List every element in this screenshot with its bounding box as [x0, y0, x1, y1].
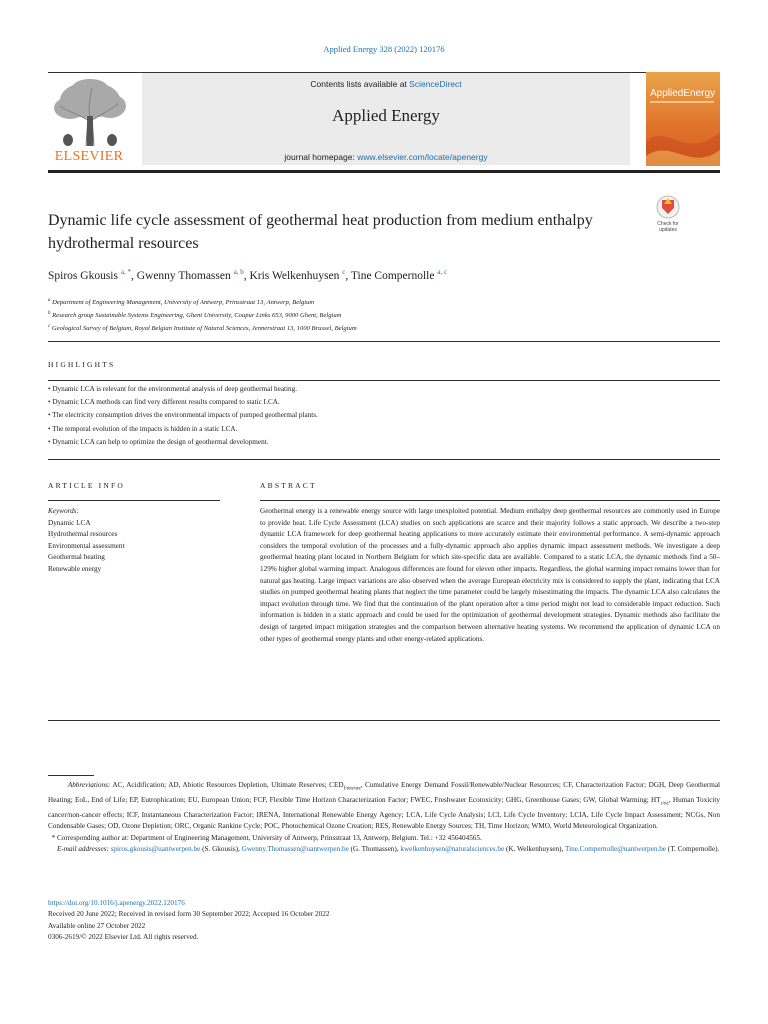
author-marks[interactable]: a, b: [233, 268, 244, 276]
keyword: Environmental assessment: [48, 541, 125, 550]
article-info-heading: ARTICLE INFO: [48, 481, 125, 490]
abbreviations-text: , Cumulative Energy Demand Fossil/Renewable/Nuclear Resources; CF, Characterization Factor; DGH, Deep Geothermal Heating; EoL, End of Life; EP, Eutrophication; EU, European Union; FCF, Flexible Time Horizon Characterization Factor; FWEC, Freshwater Ecotoxicity; GHG, Greenhouse Gases; GW, Global Warming; HT: [48, 781, 721, 804]
copyright: 0306-2619/© 2022 Elsevier Ltd. All rights reserved.: [48, 932, 199, 941]
journal-cover-image[interactable]: [646, 72, 720, 166]
cover-artwork: [646, 112, 720, 166]
cover-subtitle-bar: [650, 101, 714, 103]
highlights-rule: [48, 380, 720, 381]
author-marks[interactable]: c: [342, 268, 346, 276]
homepage-link[interactable]: www.elsevier.com/locate/apenergy: [357, 152, 488, 162]
abstract-rule: [260, 500, 720, 501]
author[interactable]: [249, 270, 350, 282]
header-thick-rule: [48, 170, 720, 173]
affiliations: [48, 295, 357, 335]
author[interactable]: [351, 270, 447, 282]
keyword: Geothermal heating: [48, 553, 105, 561]
cover-title: AppliedEnergy: [650, 88, 716, 99]
article-title: Dynamic life cycle assessment of geothermal heat production from medium enthalpy hydrothermal resources: [48, 212, 593, 252]
affiliation-text: Research group Sustainable Systems Engineering, Ghent University, Coupur Links 653, 9000 Ghent, Belgium: [52, 312, 342, 320]
svg-text:updates: updates: [659, 227, 677, 233]
svg-text:Check for: Check for: [657, 221, 679, 227]
corresponding-text: * Corresponding author at: Department of Engineering Management, University of Antwerp, Prinsstraat 13, Antwerp, Belgium. Tel.: +32 456404565.: [51, 833, 482, 842]
corresponding-author-footnote: [48, 833, 720, 845]
contents-line: [142, 79, 630, 89]
abstract-text: Geothermal energy is a renewable energy source with large unexploited potential. Medium enthalpy deep geothermal resources are commonly used in Europe to provide heat. Life Cycle Assessment (LCA) studies on such applications are scarce and their majority follows a static approach. We describe a two-step dynamic LCA framework for deep geothermal heating applications to more accurately estimate their environmental performance. A semi-dynamic approach considers the temporal evolution of the processes and a fully-dynamic approach also applies dynamic impact assessment methods. We investigate a deep geothermal heating plant located in Northern Belgium for which site-specific data are available. Compared to a static LCA, the dynamic methods find a 50–129% higher global warming impact. Analogous differences are found for eleven other impacts. Regardless, the global warming impact remains lower than for natural gas heating. Large impact variations are also observed when the average European electricity mix is considered to supply the plant, indicating that LCA studies on pumped geothermal heating plants that neglect the time parameter could be largely misestimating the impacts. The dynamic LCA also calculates the impact evolution through time. We find that the continuation of the plant operation after a time period might not lead to considerable impact reduction. Such information is hidden in a static approach and could be used for the optimization of geothermal development strategies. Dynamic methods also facilitate the design of targeted impact mitigation strategies and the comparison between alternative heating systems. We recommend the application of dynamic LCA on other types of geothermal energy plants and other energy-related applications.: [260, 507, 720, 643]
abbreviations-footnote: [48, 780, 720, 833]
keyword: Hydrothermal resources: [48, 530, 118, 538]
author-sep: ,: [345, 269, 351, 282]
affiliation-mark: b: [48, 311, 51, 317]
highlight-item: • Dynamic LCA methods can find very different results compared to static LCA.: [48, 398, 280, 407]
author-name: Gwenny Thomassen: [136, 269, 231, 282]
author-sep: ,: [243, 269, 250, 282]
check-updates-icon: [648, 194, 688, 234]
highlights-top-rule: [48, 341, 720, 342]
author-marks[interactable]: a, c: [437, 268, 448, 276]
sciencedirect-link[interactable]: ScienceDirect: [409, 79, 462, 89]
highlights-heading: HIGHLIGHTS: [48, 360, 116, 369]
email-footnote: [48, 844, 720, 856]
doi-link[interactable]: https://doi.org/10.1016/j.apenergy.2022.120176: [48, 899, 185, 907]
email-label: E-mail addresses:: [56, 845, 109, 854]
affiliation-text: Geological Survey of Belgium, Royal Belgian Institute of Natural Sciences, Jennerstraat 13, 1000 Brussel, Belgium: [51, 325, 357, 333]
abbreviations-subscript: f/ren/nre: [343, 786, 361, 792]
abstract-bottom-rule: [48, 720, 720, 721]
keyword: Renewable energy: [48, 564, 102, 573]
publication-info: [48, 898, 329, 943]
affiliation: [48, 295, 357, 308]
affiliation: [48, 321, 357, 334]
abbreviations-label: Abbreviations:: [67, 781, 111, 789]
email-owner: (T. Compernolle).: [666, 845, 720, 854]
author-name: Kris Welkenhuysen: [249, 269, 340, 282]
footnote-rule: [48, 775, 94, 776]
homepage-prefix: journal homepage:: [284, 152, 358, 162]
affiliation-mark: c: [48, 324, 51, 330]
email-owner: (G. Thomassen),: [348, 845, 401, 854]
author-list: [48, 268, 447, 282]
highlight-item: • Dynamic LCA is relevant for the environmental analysis of deep geothermal heating.: [48, 385, 298, 393]
email-link[interactable]: Gwenny.Thomassen@uantwerpen.be: [241, 845, 349, 854]
keyword: Dynamic LCA: [48, 518, 91, 527]
journal-name: Applied Energy: [332, 106, 440, 125]
highlights-list: [48, 383, 318, 449]
author-sep: ,: [130, 269, 137, 282]
keywords-block: [48, 506, 124, 575]
affiliation: [48, 308, 357, 321]
article-info-rule: [48, 500, 220, 501]
check-for-updates-badge[interactable]: [648, 194, 688, 234]
affiliation-text: Department of Engineering Management, University of Antwerp, Prinsstraat 13, Antwerp, Belgium: [52, 299, 315, 307]
contents-prefix: Contents lists available at: [310, 79, 410, 89]
elsevier-wordmark: ELSEVIER: [54, 149, 124, 164]
homepage-line: [142, 152, 630, 162]
author-name: Spiros Gkousis: [48, 269, 118, 282]
journal-reference[interactable]: Applied Energy 328 (2022) 120176: [323, 44, 445, 54]
abbreviations-text: AC, Acidification; AD, Abiotic Resources Depletion, Ultimate Reserves; CED: [110, 781, 344, 789]
author-name: Tine Compernolle: [350, 269, 435, 282]
keywords-label: Keywords:: [48, 507, 79, 515]
highlight-item: • Dynamic LCA can help to optimize the design of geothermal development.: [48, 437, 269, 446]
highlights-bottom-rule: [48, 459, 720, 460]
email-link[interactable]: spiros.gkousis@uantwerpen.be: [110, 845, 201, 854]
email-owner: (K. Welkenhuysen),: [504, 845, 566, 854]
abstract-heading: ABSTRACT: [260, 481, 317, 490]
author[interactable]: [137, 270, 250, 282]
email-link[interactable]: Tine.Compernolle@uantwerpen.be: [565, 845, 666, 854]
affiliation-mark: a: [48, 298, 51, 303]
abbreviations-subscript: c/nc: [660, 801, 669, 807]
email-owner: (S. Gkousis),: [200, 845, 242, 854]
available-online: Available online 27 October 2022: [48, 921, 146, 930]
author[interactable]: [48, 270, 137, 282]
highlight-item: • The temporal evolution of the impacts is hidden in a static LCA.: [48, 424, 238, 433]
received-dates: Received 20 June 2022; Received in revised form 30 September 2022; Accepted 16 October 2022: [48, 910, 330, 919]
highlight-item: • The electricity consumption drives the environmental impacts of pumped geothermal plants.: [48, 411, 318, 420]
author-marks[interactable]: a, *: [120, 268, 131, 276]
email-link[interactable]: kwelkenhuysen@naturalsciences.be: [400, 845, 505, 854]
footnotes: [48, 780, 720, 856]
abbreviations-text: , Human Toxicity cancer/non-cancer effects; ICF, Instantaneous Characterization Factor; IRENA, International Renewable Energy Agency; LCA, Life Cycle Analysis; LCI, Life Cycle Inventory; LCIA, Life Cycle Impact Assessment; NCGs, Non Condensable Gases; OD, Ozone Depletion; ORC, Organic Rankine Cycle; POC, Photochemical Ozone Creation; RES, Renewable Energy Sources; TH, Time Horizon; WMO, World Meteorological Organization.: [48, 795, 720, 831]
